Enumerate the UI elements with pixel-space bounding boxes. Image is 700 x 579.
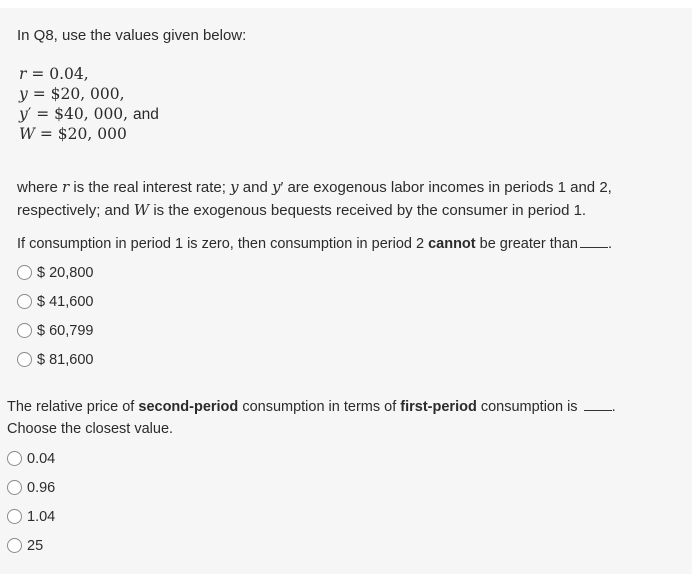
variable-description: where r is the real interest rate; y and y′ are exogenous labor incomes in periods 1 and 2, respectively; and W is the exogenous bequests received by the consumer in period 1. <box>17 178 612 219</box>
radio-button[interactable] <box>17 265 32 280</box>
question-8-options <box>17 258 689 374</box>
option-a[interactable]: 0.04 <box>7 444 687 473</box>
answer-blank <box>580 246 608 248</box>
question-9-options <box>7 444 687 560</box>
value-W: W = $20, 000 <box>19 125 127 143</box>
option-c[interactable]: $ 60,799 <box>17 316 689 345</box>
radio-button[interactable] <box>7 451 22 466</box>
question-intro: In Q8, use the values given below: <box>17 27 247 44</box>
value-y: y = $20, 000, <box>19 85 125 103</box>
option-b[interactable]: $ 41,600 <box>17 287 689 316</box>
radio-button[interactable] <box>17 294 32 309</box>
option-d[interactable]: 25 <box>7 531 687 560</box>
question-8 <box>17 20 689 374</box>
question-8-text: If consumption in period 1 is zero, then consumption in period 2 cannot be greater than . <box>17 236 613 252</box>
radio-button[interactable] <box>7 480 22 495</box>
value-r: r = 0.04, <box>19 65 89 83</box>
value-yprime: y′ = $40, 000, and <box>19 105 159 123</box>
question-panel <box>0 8 692 574</box>
question-9-text: The relative price of second-period consumption in terms of first-period consumption is . Choose the closest value. <box>7 399 616 437</box>
given-values <box>19 64 689 144</box>
radio-button[interactable] <box>17 323 32 338</box>
option-c[interactable]: 1.04 <box>7 502 687 531</box>
radio-button[interactable] <box>7 538 22 553</box>
radio-button[interactable] <box>7 509 22 524</box>
radio-button[interactable] <box>17 352 32 367</box>
question-9 <box>7 396 687 560</box>
option-a[interactable]: $ 20,800 <box>17 258 689 287</box>
option-b[interactable]: 0.96 <box>7 473 687 502</box>
option-d[interactable]: $ 81,600 <box>17 345 689 374</box>
answer-blank <box>584 409 612 411</box>
